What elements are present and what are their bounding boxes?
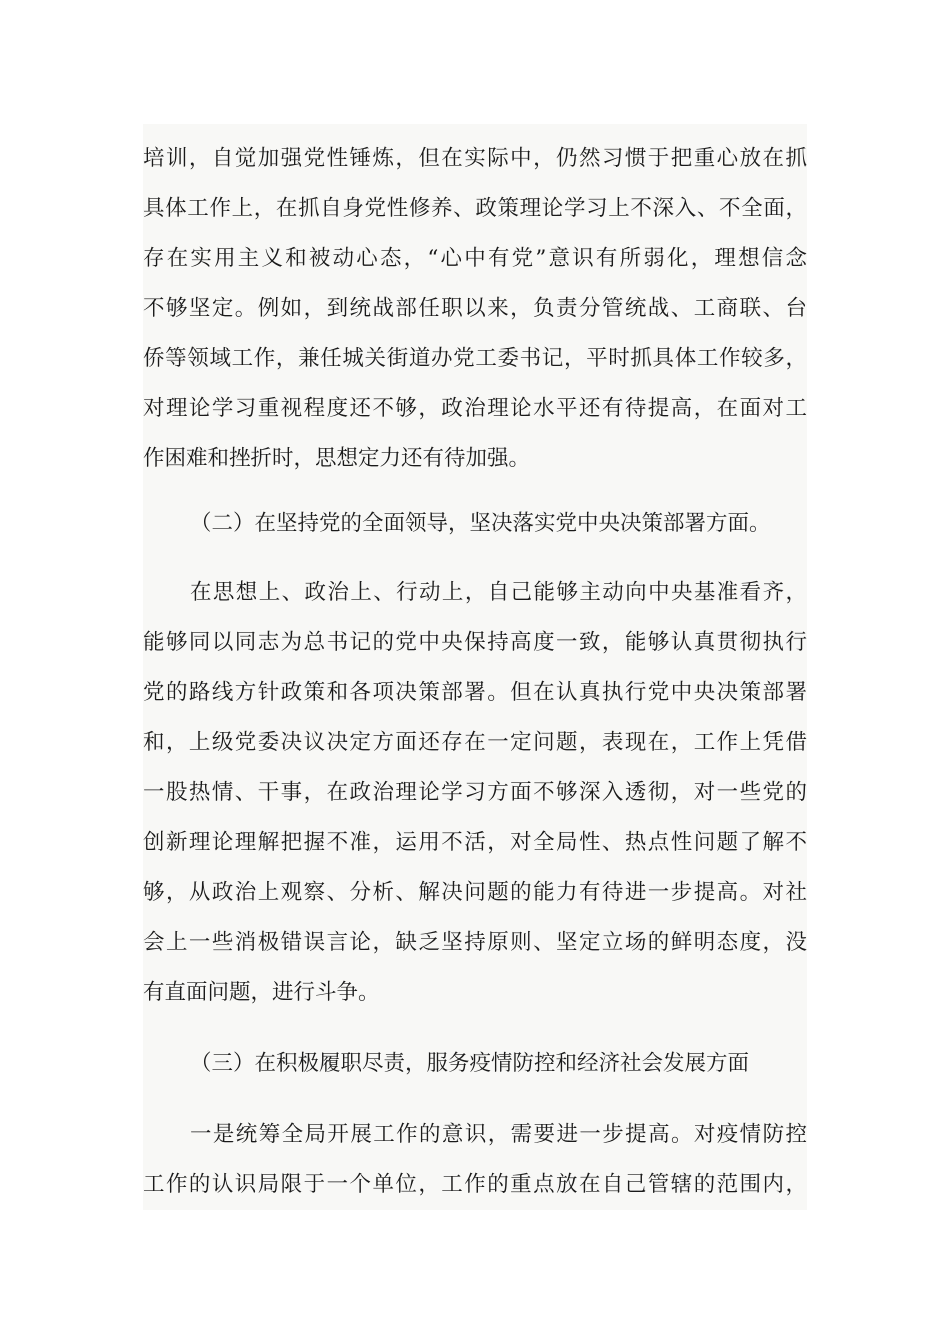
- paragraph-line: 侨等领域工作，兼任城关街道办党工委书记，平时抓具体工作较多，: [143, 346, 807, 371]
- paragraph-line: 会上一些消极错误言论，缺乏坚持原则、坚定立场的鲜明态度，没: [143, 930, 807, 955]
- paragraph-line: 作困难和挫折时，思想定力还有待加强。: [143, 446, 531, 471]
- paragraph-line: 工作的认识局限于一个单位，工作的重点放在自己管辖的范围内，: [143, 1172, 807, 1197]
- section-heading: （三）在积极履职尽责，服务疫情防控和经济社会发展方面: [190, 1051, 750, 1076]
- paragraph-line: 具体工作上，在抓自身党性修养、政策理论学习上不深入、不全面，: [143, 196, 807, 221]
- paragraph-line: 培训，自觉加强党性锤炼，但在实际中，仍然习惯于把重心放在抓: [143, 146, 807, 171]
- paragraph-line: 能够同以同志为总书记的党中央保持高度一致，能够认真贯彻执行: [143, 630, 807, 655]
- document-body: [143, 124, 807, 1210]
- paragraph-line: 和，上级党委决议决定方面还存在一定问题，表现在，工作上凭借: [143, 730, 807, 755]
- paragraph-line: 党的路线方针政策和各项决策部署。但在认真执行党中央决策部署: [143, 680, 807, 705]
- section-heading: （二）在坚持党的全面领导，坚决落实党中央决策部署方面。: [190, 511, 771, 536]
- paragraph-line: 一股热情、干事，在政治理论学习方面不够深入透彻，对一些党的: [143, 780, 807, 805]
- paragraph-line: 在思想上、政治上、行动上，自己能够主动向中央基准看齐，: [190, 580, 807, 605]
- paragraph-line: 存在实用主义和被动心态，“心中有党”意识有所弱化，理想信念: [143, 246, 807, 271]
- paragraph-line: 一是统筹全局开展工作的意识，需要进一步提高。对疫情防控: [190, 1122, 807, 1147]
- paragraph-line: 有直面问题，进行斗争。: [143, 980, 380, 1005]
- paragraph-line: 够，从政治上观察、分析、解决问题的能力有待进一步提高。对社: [143, 880, 807, 905]
- paragraph-line: 不够坚定。例如，到统战部任职以来，负责分管统战、工商联、台: [143, 296, 807, 321]
- paragraph-line: 创新理论理解把握不准，运用不活，对全局性、热点性问题了解不: [143, 830, 807, 855]
- paragraph-line: 对理论学习重视程度还不够，政治理论水平还有待提高，在面对工: [143, 396, 807, 421]
